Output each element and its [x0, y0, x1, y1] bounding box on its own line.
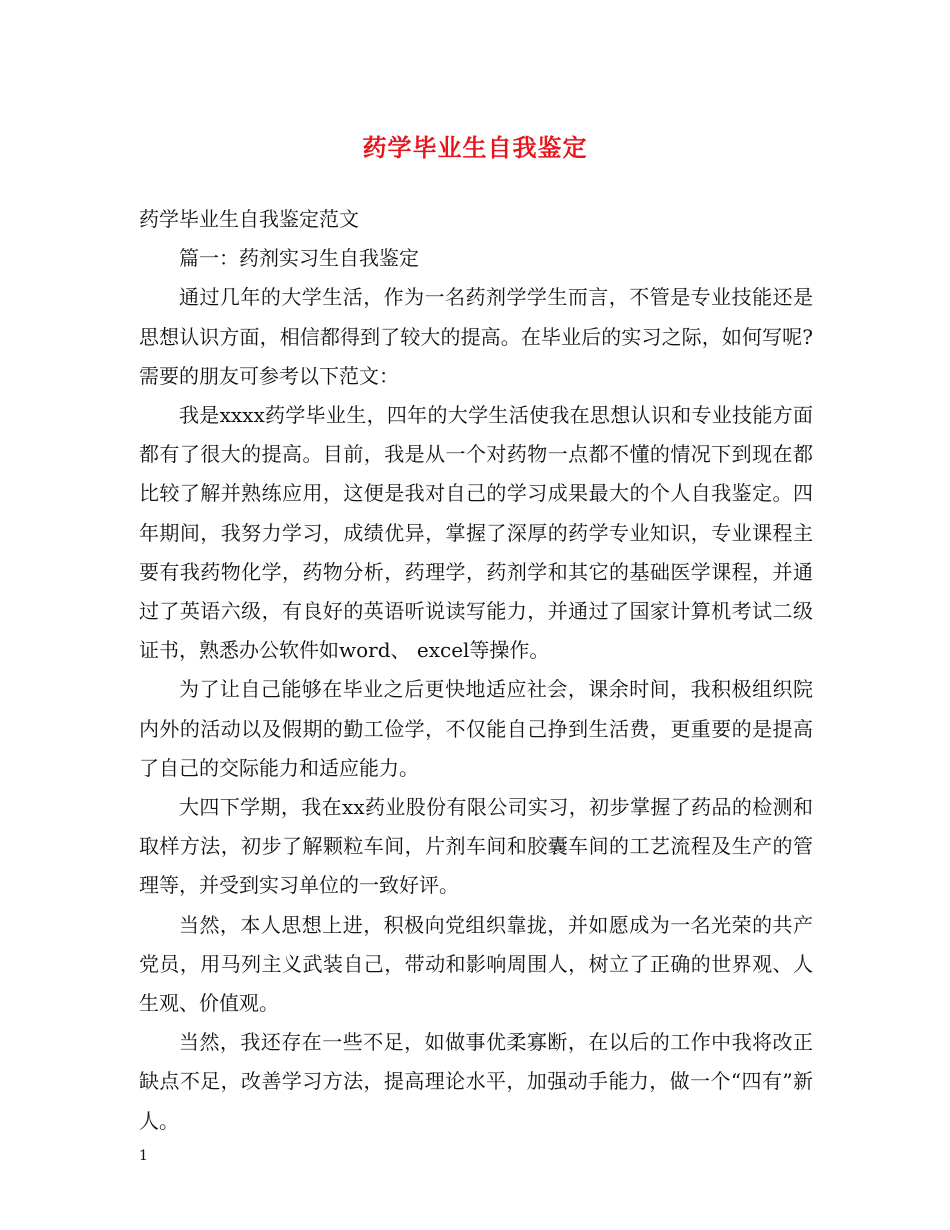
- document-title: 药学毕业生自我鉴定: [362, 133, 588, 162]
- subtitle-paragraph: 药学毕业生自我鉴定范文: [139, 207, 359, 231]
- body-paragraph: 当然，我还存在一些不足，如做事优柔寡断，在以后的工作中我将改正缺点不足，改善学习方法，提高理论水平，加强动手能力，做一个“四有”新人。: [139, 1030, 813, 1133]
- section-heading-paragraph: 篇一：药剂实习生自我鉴定: [179, 246, 419, 271]
- body-paragraph: 大四下学期，我在xx药业股份有限公司实习，初步掌握了药品的检测和取样方法，初步了解颗粒车间，片剂车间和胶囊车间的工艺流程及生产的管理等，并受到实习单位的一致好评。: [139, 795, 813, 898]
- document-body: [139, 200, 813, 1141]
- page-number: 1: [139, 1148, 148, 1164]
- body-paragraph: 当然，本人思想上进，积极向党组织靠拢，并如愿成为一名光荣的共产党员，用马列主义武装自己，带动和影响周围人，树立了正确的世界观、人生观、价值观。: [139, 912, 813, 1016]
- body-paragraph: 为了让自己能够在毕业之后更快地适应社会，课余时间，我积极组织院内外的活动以及假期的勤工俭学，不仅能自己挣到生活费，更重要的是提高了自己的交际能力和适应能力。: [139, 677, 813, 780]
- body-paragraph: 我是xxxx药学毕业生，四年的大学生活使我在思想认识和专业技能方面都有了很大的提高。目前，我是从一个对药物一点都不懂的情况下到现在都比较了解并熟练应用，这便是我对自己的学习成果最大的个人自我鉴定。四年期间，我努力学习，成绩优异，掌握了深厚的药学专业知识，专业课程主要有我药物化学，药物分析，药理学，药剂学和其它的基础医学课程，并通过了英语六级，有良好的英语听说读写能力，并通过了国家计算机考试二级证书，熟悉办公软件如word、 excel等操作。: [139, 403, 813, 663]
- intro-paragraph: 通过几年的大学生活，作为一名药剂学学生而言，不管是专业技能还是思想认识方面，相信都得到了较大的提高。在毕业后的实习之际，如何写呢?需要的朋友可参考以下范文：: [139, 285, 813, 388]
